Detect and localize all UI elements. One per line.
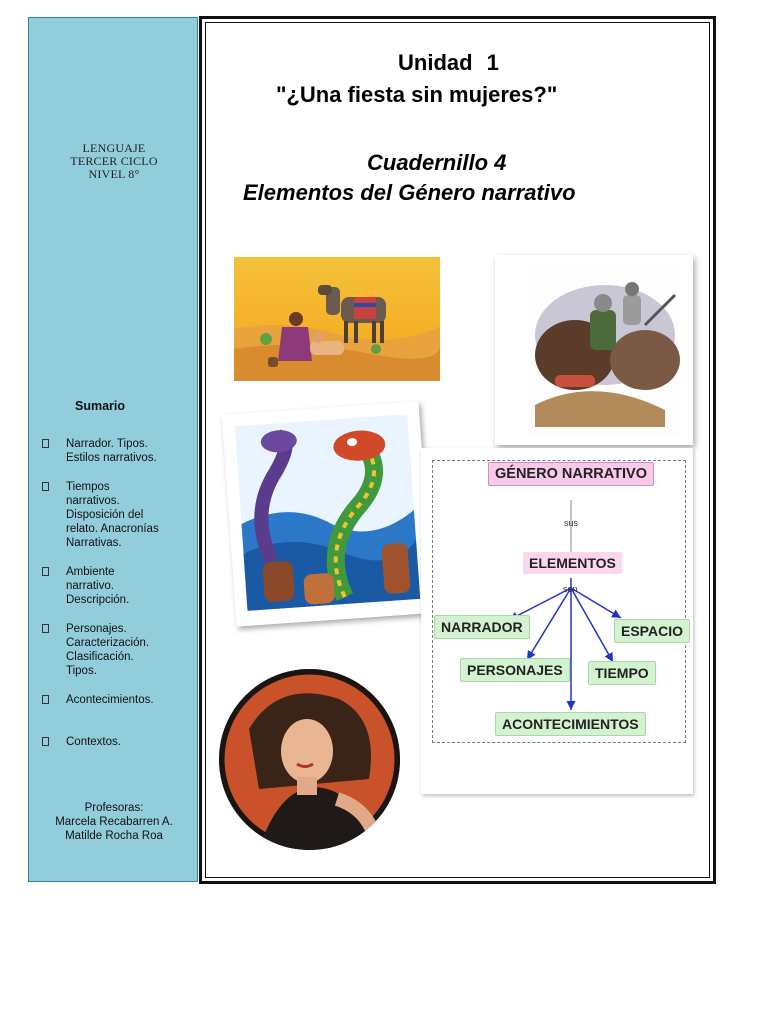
topic-title: Elementos del Género narrativo — [243, 180, 576, 205]
subject-line: TERCER CICLO — [70, 154, 158, 168]
subject-line: LENGUAJE — [82, 141, 146, 155]
summary-item-text: Contextos. — [66, 736, 121, 748]
bullet-icon — [42, 567, 49, 576]
link-label-son: son — [563, 584, 578, 594]
summary-item-text: Personajes. Caracterización. Clasificación. Tipos. — [66, 623, 150, 677]
battle-scene-illustration — [495, 255, 693, 445]
summary-item-text: Narrador. Tipos. Estilos narrativos. — [66, 438, 157, 464]
bullet-icon — [42, 737, 49, 746]
woman-portrait-illustration — [219, 669, 400, 850]
unit-subtitle: "¿Una fiesta sin mujeres?" — [276, 82, 558, 107]
summary-item-text: Ambiente narrativo. Descripción. — [66, 566, 130, 606]
node-personajes: PERSONAJES — [460, 658, 570, 682]
node-acontecimientos: ACONTECIMIENTOS — [495, 712, 646, 736]
subject-line: NIVEL 8° — [88, 167, 140, 181]
summary-title: Sumario — [75, 399, 126, 413]
sea-serpents-illustration — [222, 401, 433, 626]
node-narrador: NARRADOR — [434, 615, 530, 639]
node-espacio: ESPACIO — [614, 619, 690, 643]
bullet-icon — [42, 439, 49, 448]
node-tiempo: TIEMPO — [588, 661, 656, 685]
teachers-credit: Profesoras: Marcela Recabarren A. Matilde Rocha Roa — [55, 802, 173, 842]
concept-map — [421, 448, 693, 794]
node-genero-narrativo: GÉNERO NARRATIVO — [488, 462, 654, 486]
bullet-icon — [42, 624, 49, 633]
bullet-icon — [42, 695, 49, 704]
bullet-icon — [42, 482, 49, 491]
sidebar — [28, 17, 198, 882]
link-label-sus: sus — [564, 518, 579, 528]
desert-donkey-illustration — [226, 249, 448, 389]
summary-item-text: Tiempos narrativos. Disposición del relato. Anacronías Narrativas. — [66, 481, 159, 549]
summary-item-text: Acontecimientos. — [66, 694, 154, 706]
unit-title: Unidad 1 — [398, 50, 499, 75]
subject-block — [29, 142, 199, 181]
node-elementos: ELEMENTOS — [523, 552, 622, 574]
booklet-title: Cuadernillo 4 — [367, 150, 507, 175]
